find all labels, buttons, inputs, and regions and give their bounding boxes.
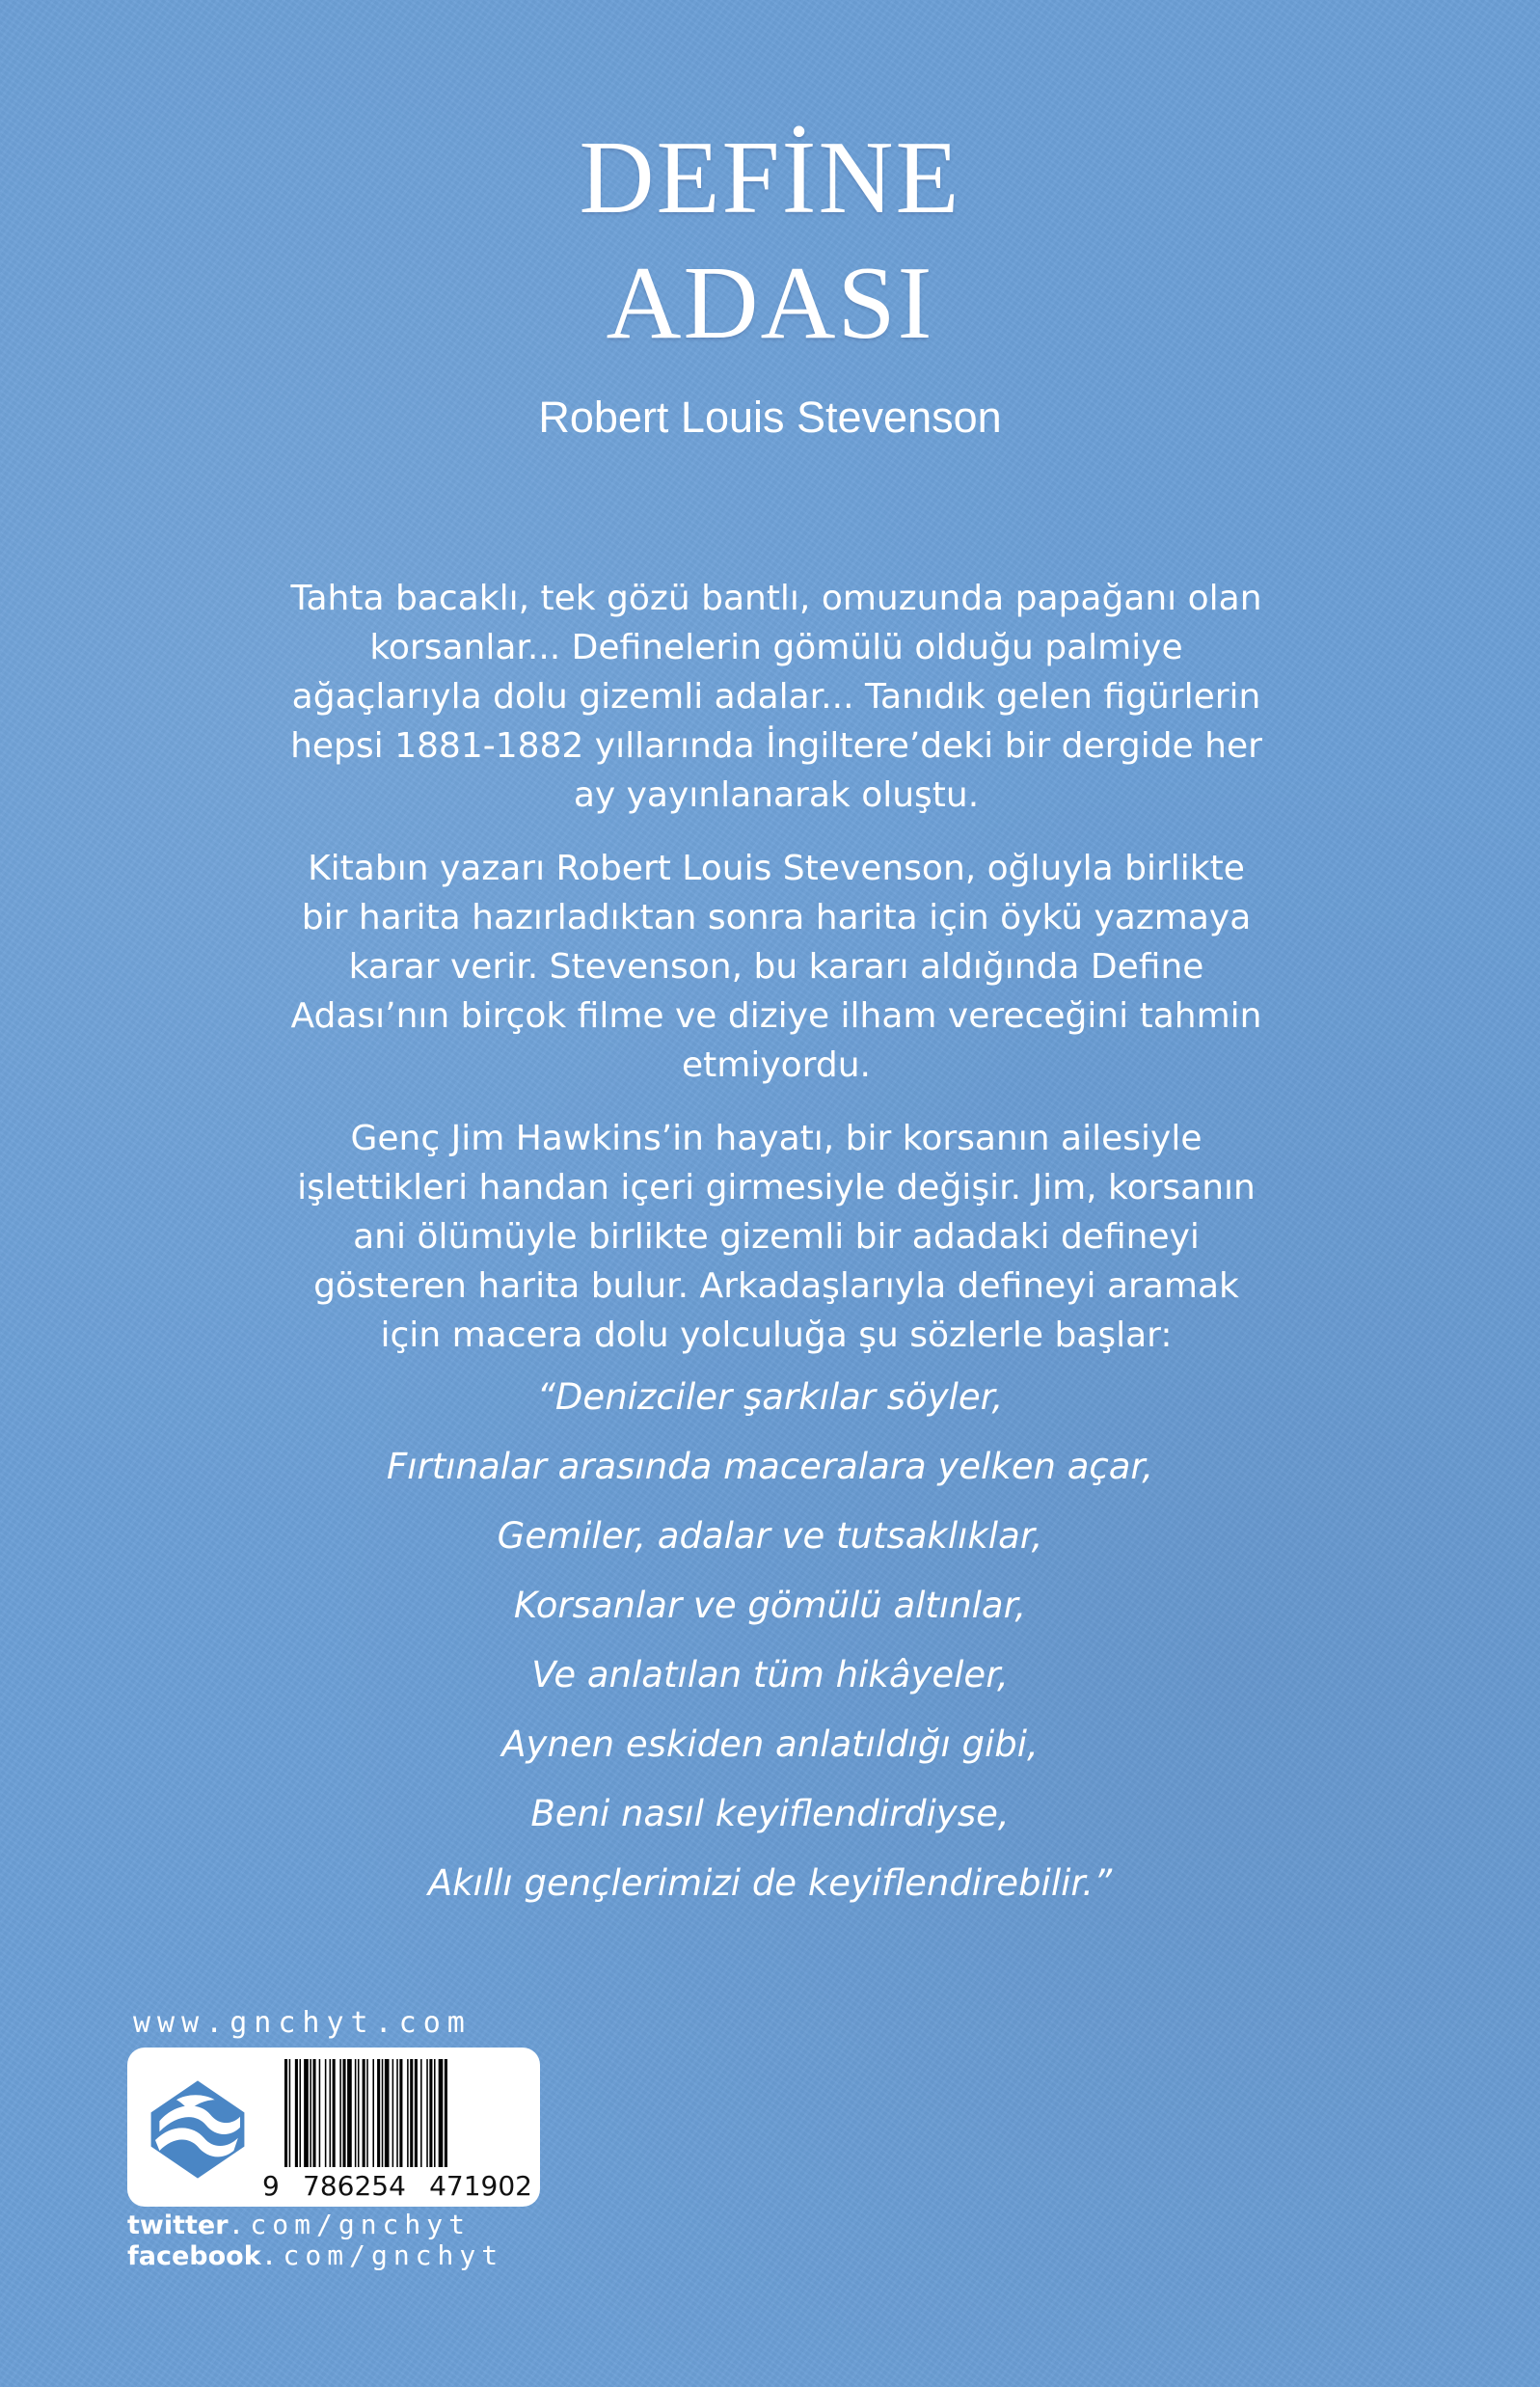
facebook-handle: .com/gnchyt [260,2239,504,2271]
barcode-bar [330,2059,332,2167]
blurb-line: için macera dolu yolculuğa şu sözlerle başlar: [380,1316,1173,1355]
barcode-bar [392,2059,394,2167]
poem-line: “Denizciler şarkılar söyler, [536,1376,1004,1418]
isbn-prefix: 9 [262,2170,280,2202]
barcode-bar [426,2059,428,2167]
blurb-line: Adası’nın birçok filme ve diziye ilham vereceğini tahmin [290,996,1262,1036]
barcode-bar [363,2059,365,2167]
poem-line: Aynen eskiden anlatıldığı gibi, [501,1723,1039,1765]
barcode-bar [439,2059,444,2167]
barcode-bar [284,2059,287,2167]
barcode-bar [429,2059,432,2167]
blurb-line: korsanlar... Definelerin gömülü olduğu palmiye [369,628,1183,667]
poem [0,1363,1540,1918]
isbn-number [262,2170,532,2203]
barcode-bar [382,2059,384,2167]
poem-line: Fırtınalar arasında maceralara yelken açar, [386,1446,1153,1487]
blurb-line: ağaçlarıyla dolu gizemli adalar... Tanıdık gelen figürlerin [291,677,1261,717]
blurb-line: bir harita hazırladıktan sonra harita için öykü yazmaya [301,898,1252,937]
barcode-bar [358,2059,360,2167]
blurb-line: Genç Jim Hawkins’in hayatı, bir korsanın ailesiyle [350,1119,1202,1158]
book-title-line-1: DEFİNE [579,121,961,235]
book-title-line-2: ADASI [606,246,934,361]
barcode-bar [420,2059,422,2167]
blurb-line: Kitabın yazarı Robert Louis Stevenson, oğluyla birlikte [308,849,1245,888]
barcode-bar [377,2059,380,2167]
blurb-line: karar verir. Stevenson, bu kararı aldığında Define [348,947,1204,987]
isbn-barcode-panel [127,2048,540,2207]
poem-line: Korsanlar ve gömülü altınlar, [513,1585,1027,1626]
blurb-line: ay yayınlanarak oluştu. [573,775,980,815]
barcode-bar [372,2059,374,2167]
poem-line: Ve anlatılan tüm hikâyeler, [531,1654,1009,1695]
barcode-bar [445,2059,447,2167]
barcode-bar [339,2059,341,2167]
blurb [241,574,1311,1384]
barcode-bar [355,2059,357,2167]
barcode-bar [295,2059,298,2167]
barcode-graphic [284,2059,527,2167]
barcode-bar [399,2059,402,2167]
blurb-paragraph-1 [241,574,1311,820]
barcode-bar [300,2059,302,2167]
isbn-group-2: 471902 [429,2170,532,2202]
blurb-line: hepsi 1881-1882 yıllarında İngiltere’deki bir dergide her [290,726,1262,766]
barcode-bar [407,2059,409,2167]
barcode-bar [385,2059,390,2167]
barcode-bar [289,2059,291,2167]
twitter-handle: .com/gnchyt [228,2209,471,2240]
barcode-bar [366,2059,368,2167]
author-name: Robert Louis Stevenson [538,393,1002,442]
publisher-logo-icon [145,2076,251,2183]
barcode-bar [347,2059,352,2167]
barcode-bar [304,2059,309,2167]
facebook-label: facebook [127,2241,261,2271]
blurb-line: ani ölümüyle birlikte gizemli bir adadaki defineyi [353,1217,1200,1257]
barcode-bar [312,2059,315,2167]
blurb-line: işlettikleri handan içeri girmesiyle değişir. Jim, korsanın [297,1168,1256,1207]
barcode-bar [342,2059,345,2167]
barcode-bar [333,2059,336,2167]
barcode-bar [325,2059,327,2167]
barcode-bar [319,2059,321,2167]
isbn-group-1: 786254 [303,2170,406,2202]
barcode-bar [310,2059,311,2167]
facebook-link[interactable] [127,2239,503,2276]
blurb-paragraph-2 [241,844,1311,1090]
twitter-label: twitter [127,2211,229,2240]
poem-line: Beni nasıl keyiflendirdiyse, [530,1793,1010,1834]
blurb-paragraph-3 [241,1114,1311,1360]
blurb-line: etmiyordu. [682,1045,871,1085]
blurb-line: gösteren harita bulur. Arkadaşlarıyla defineyi aramak [313,1266,1239,1306]
barcode-bar [415,2059,418,2167]
barcode-bar [396,2059,398,2167]
publisher-website[interactable]: www.gnchyt.com [133,2006,472,2040]
barcode-bar [410,2059,413,2167]
blurb-line: Tahta bacaklı, tek gözü bantlı, omuzunda papağanı olan [290,579,1262,618]
barcode-bar [434,2059,436,2167]
poem-line: Gemiler, adalar ve tutsaklıklar, [497,1515,1043,1557]
poem-line: Akıllı gençlerimizi de keyiflendirebilir.” [427,1862,1113,1904]
